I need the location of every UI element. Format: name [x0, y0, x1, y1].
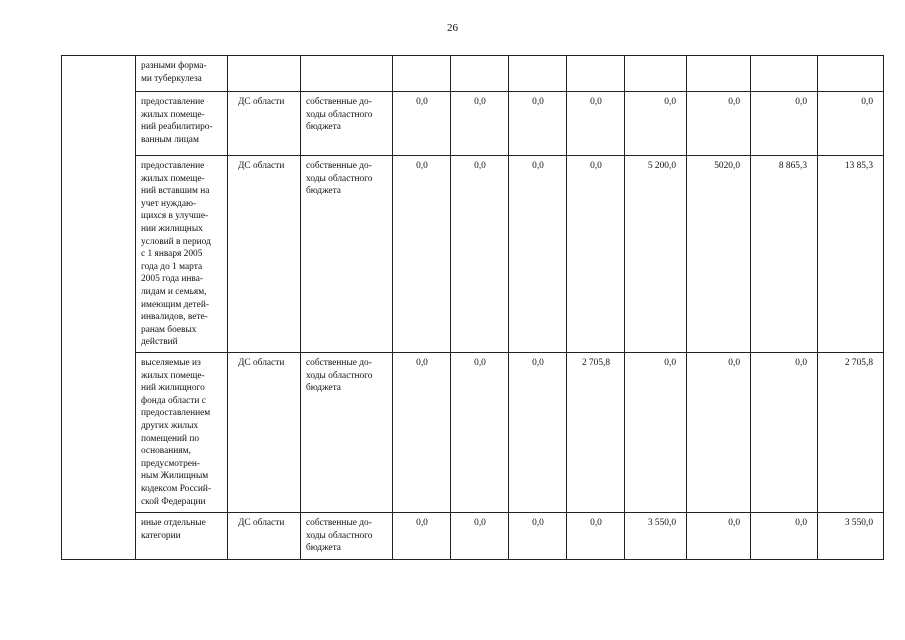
- funding-source-line: собственные до-: [306, 97, 372, 107]
- table-row: [62, 513, 884, 560]
- funding-source-cell: [301, 513, 393, 560]
- value-cell: 13 85,3: [818, 156, 884, 353]
- value-cell: [567, 56, 625, 92]
- value-cell: 0,0: [509, 353, 567, 513]
- funding-source-cell: [301, 56, 393, 92]
- category-line: предоставление: [141, 161, 205, 171]
- value-cell: 0,0: [509, 513, 567, 560]
- budget-table: [61, 55, 884, 560]
- value-cell: 0,0: [751, 513, 818, 560]
- category-line: ным Жилищным: [141, 471, 209, 482]
- category-cell: [136, 513, 228, 560]
- value-cell: [509, 56, 567, 92]
- table-row: [62, 56, 884, 92]
- category-cell: [136, 92, 228, 156]
- value-cell: 0,0: [451, 156, 509, 353]
- value-cell: 0,0: [818, 92, 884, 156]
- funding-source-line: ходы областного: [306, 173, 373, 184]
- value-cell: 0,0: [451, 353, 509, 513]
- category-line: ранам боевых: [141, 324, 197, 335]
- table-row: [62, 156, 884, 353]
- category-line: ний реабилитиро-: [141, 122, 213, 133]
- category-cell: [136, 156, 228, 353]
- category-line: ний вставшим на: [141, 186, 210, 197]
- funding-source-line: бюджета: [306, 122, 341, 133]
- value-cell: 0,0: [751, 92, 818, 156]
- category-line: иные отдельные: [141, 518, 206, 528]
- funding-source-cell: [301, 156, 393, 353]
- recipient-cell: [228, 56, 301, 92]
- category-line: основаниям,: [141, 446, 191, 457]
- table-row: [62, 353, 884, 513]
- category-line: предоставление: [141, 97, 205, 107]
- value-cell: 0,0: [451, 92, 509, 156]
- category-line: помещений по: [141, 433, 200, 444]
- category-line: ванным лицам: [141, 134, 199, 145]
- value-cell: 0,0: [393, 513, 451, 560]
- program-cell: [62, 56, 136, 560]
- value-cell: [751, 56, 818, 92]
- funding-source-line: ходы областного: [306, 370, 373, 381]
- funding-source-line: собственные до-: [306, 161, 372, 171]
- funding-source-line: ходы областного: [306, 530, 373, 541]
- value-cell: 2 705,8: [818, 353, 884, 513]
- table-row: [62, 92, 884, 156]
- category-line: предусмотрен-: [141, 458, 201, 469]
- value-cell: [451, 56, 509, 92]
- recipient-cell: ДС области: [228, 92, 301, 156]
- value-cell: 3 550,0: [818, 513, 884, 560]
- value-cell: 0,0: [567, 156, 625, 353]
- category-line: действий: [141, 337, 178, 348]
- value-cell: 0,0: [567, 513, 625, 560]
- category-line: 2005 года инва-: [141, 274, 204, 285]
- category-line: жилых помеще-: [141, 370, 205, 381]
- category-line: других жилых: [141, 420, 199, 431]
- category-line: выселяемые из: [141, 358, 201, 368]
- value-cell: 0,0: [751, 353, 818, 513]
- category-line: инвалидов, вете-: [141, 312, 208, 323]
- value-cell: 0,0: [567, 92, 625, 156]
- category-line: разными форма-: [141, 61, 207, 71]
- value-cell: 5020,0: [687, 156, 751, 353]
- recipient-cell: ДС области: [228, 513, 301, 560]
- value-cell: 0,0: [687, 92, 751, 156]
- funding-source-line: бюджета: [306, 383, 341, 394]
- value-cell: [687, 56, 751, 92]
- category-line: с 1 января 2005: [141, 249, 203, 260]
- category-line: кодексом Россий-: [141, 483, 212, 494]
- recipient-cell: ДС области: [228, 156, 301, 353]
- funding-source-line: собственные до-: [306, 518, 372, 528]
- value-cell: 0,0: [687, 353, 751, 513]
- category-line: лидам и семьям,: [141, 286, 207, 297]
- category-line: нии жилищных: [141, 223, 203, 234]
- category-line: условий в период: [141, 236, 211, 247]
- category-line: года до 1 марта: [141, 261, 203, 272]
- category-line: категории: [141, 530, 181, 541]
- value-cell: 8 865,3: [751, 156, 818, 353]
- category-line: имеющим детей-: [141, 299, 209, 310]
- value-cell: 5 200,0: [625, 156, 687, 353]
- funding-source-cell: [301, 92, 393, 156]
- category-line: щихся в улучше-: [141, 211, 209, 222]
- category-cell: [136, 56, 228, 92]
- category-line: ской Федерации: [141, 496, 206, 507]
- value-cell: 0,0: [393, 353, 451, 513]
- category-line: ми туберкулеза: [141, 73, 202, 84]
- value-cell: 0,0: [451, 513, 509, 560]
- category-line: фонда области с: [141, 395, 206, 406]
- recipient-cell: ДС области: [228, 353, 301, 513]
- value-cell: 0,0: [393, 92, 451, 156]
- value-cell: [393, 56, 451, 92]
- category-line: ний жилищного: [141, 383, 205, 394]
- value-cell: [625, 56, 687, 92]
- category-line: жилых помеще-: [141, 109, 205, 120]
- value-cell: 0,0: [393, 156, 451, 353]
- value-cell: 0,0: [625, 92, 687, 156]
- funding-source-line: собственные до-: [306, 358, 372, 368]
- value-cell: 2 705,8: [567, 353, 625, 513]
- funding-source-line: бюджета: [306, 543, 341, 554]
- value-cell: 0,0: [687, 513, 751, 560]
- value-cell: 0,0: [625, 353, 687, 513]
- value-cell: [818, 56, 884, 92]
- funding-source-cell: [301, 353, 393, 513]
- page-number: 26: [447, 22, 458, 34]
- category-line: предоставлением: [141, 408, 211, 419]
- category-cell: [136, 353, 228, 513]
- funding-source-line: ходы областного: [306, 109, 373, 120]
- value-cell: 3 550,0: [625, 513, 687, 560]
- category-line: учет нуждаю-: [141, 198, 197, 209]
- value-cell: 0,0: [509, 92, 567, 156]
- category-line: жилых помеще-: [141, 173, 205, 184]
- value-cell: 0,0: [509, 156, 567, 353]
- funding-source-line: бюджета: [306, 186, 341, 197]
